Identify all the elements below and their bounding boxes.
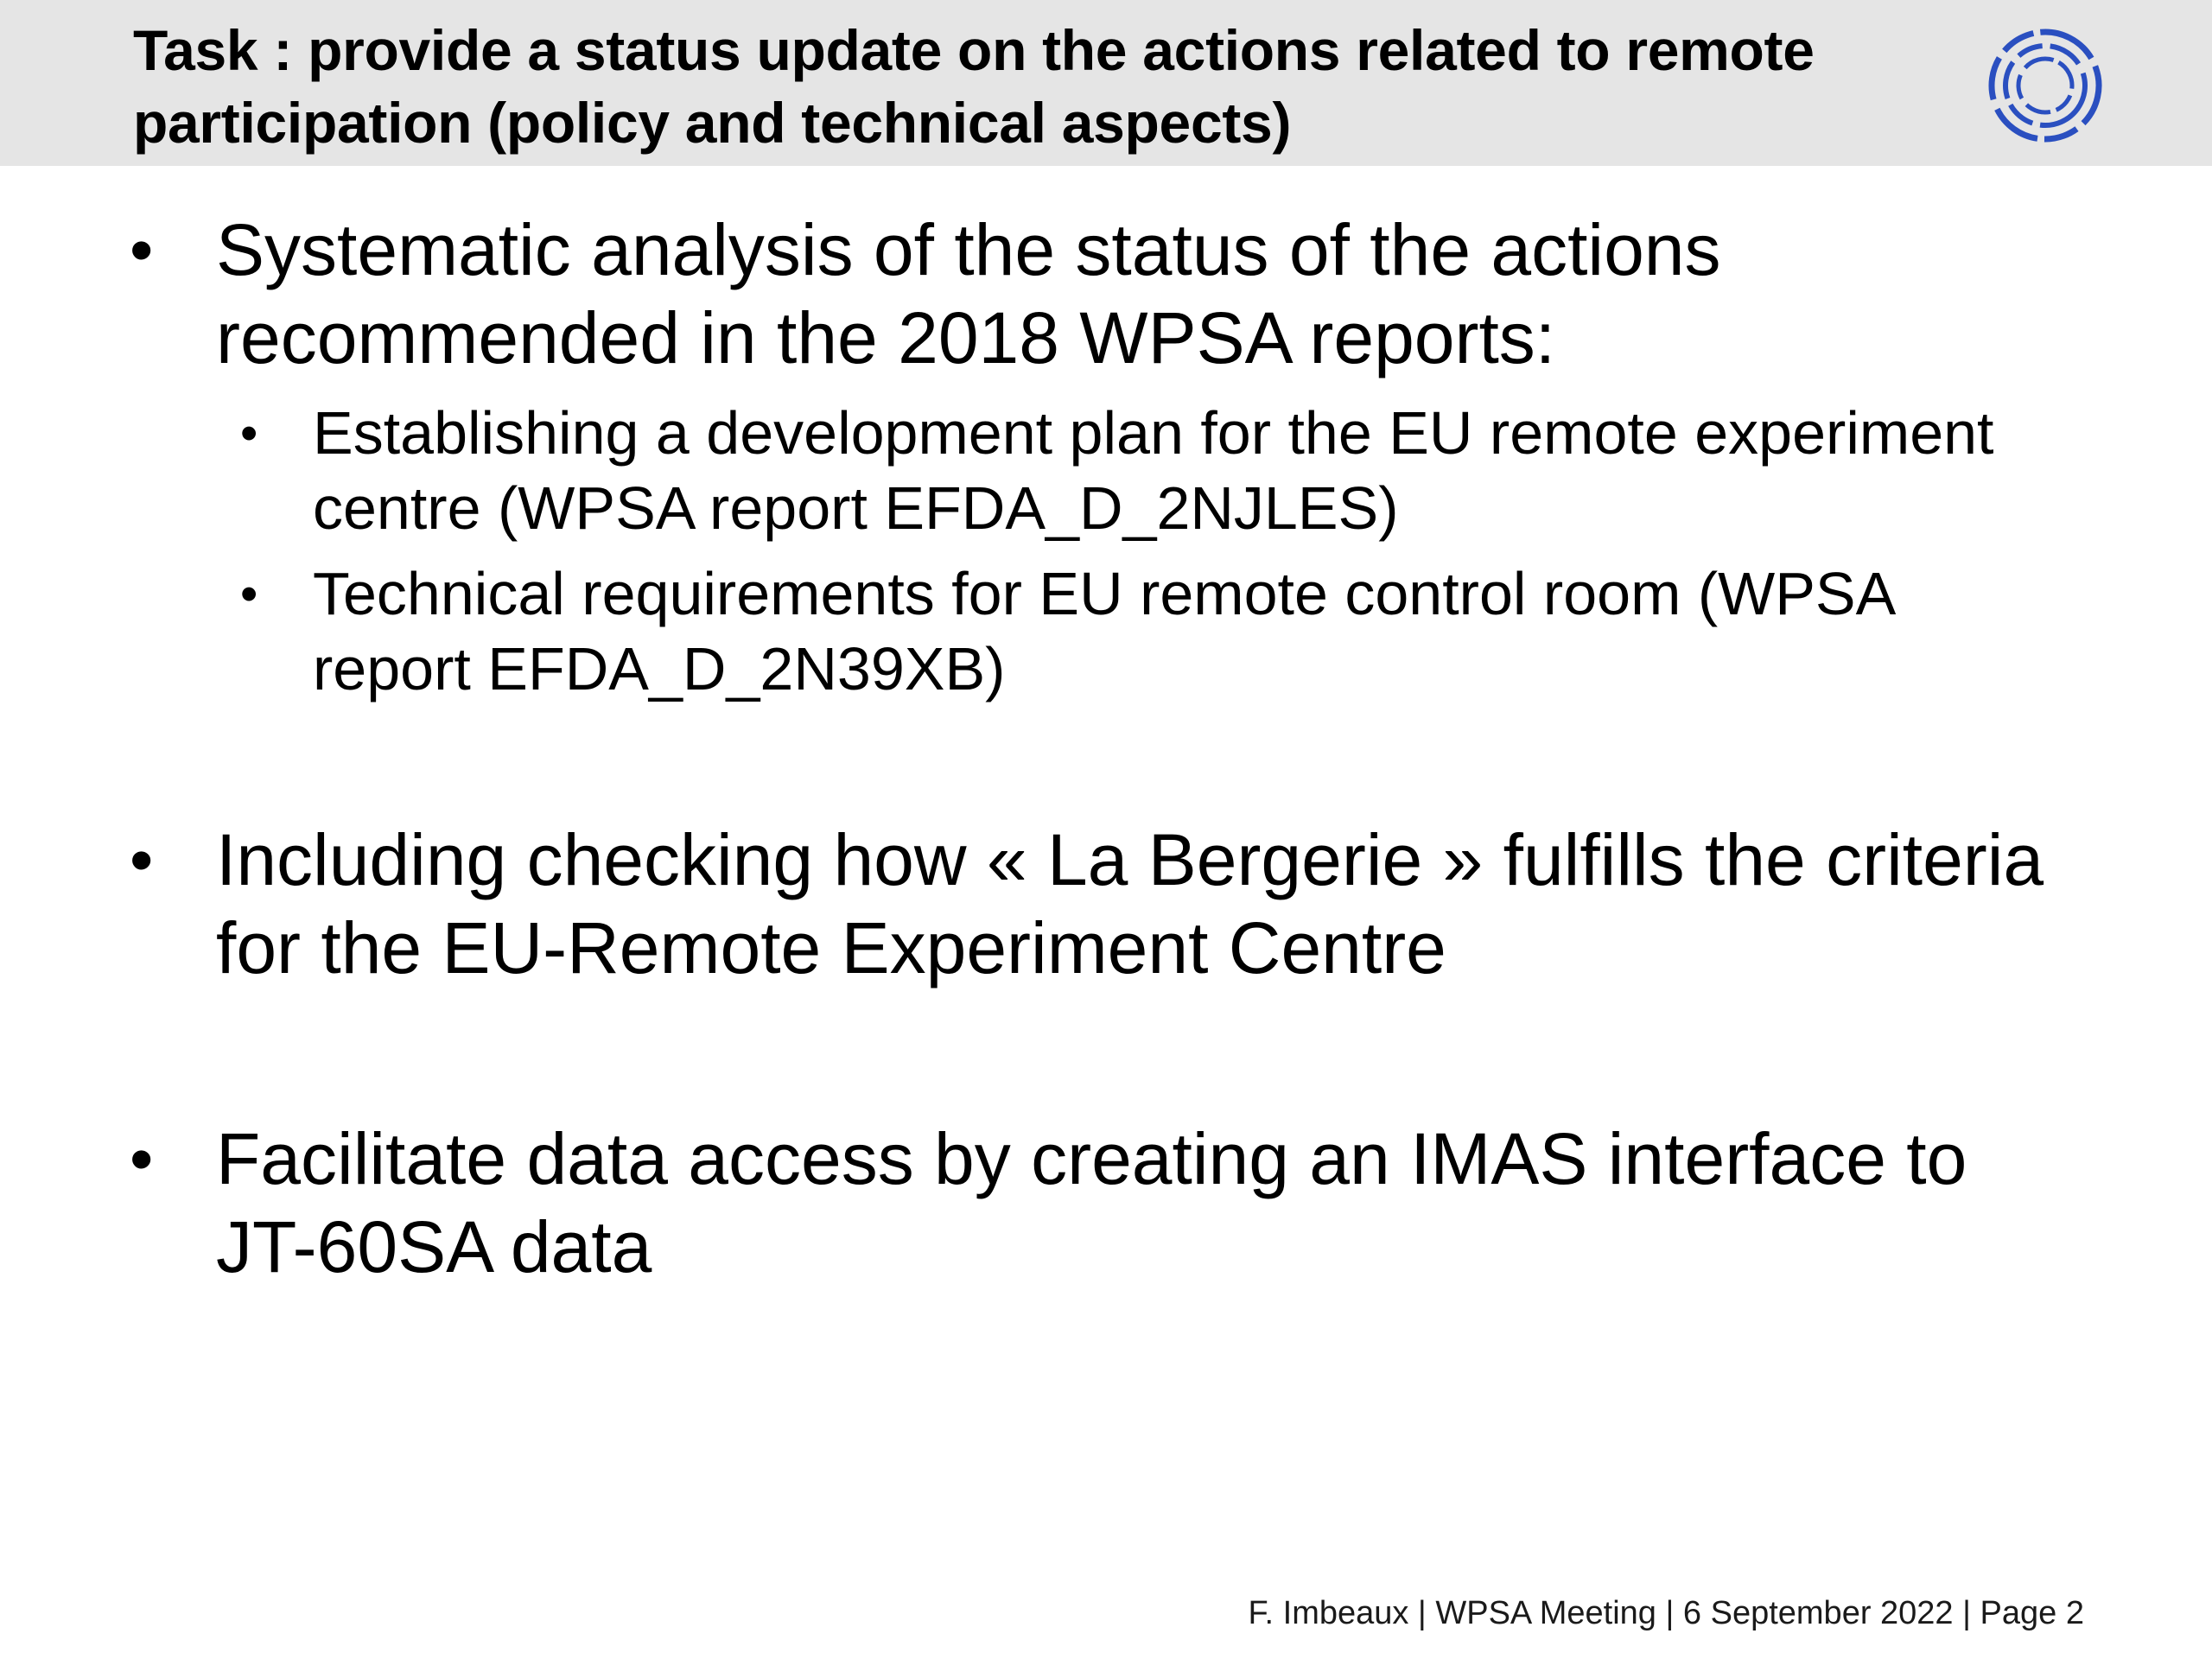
sub-bullet-text (313, 556, 2127, 707)
bullet-marker: • (130, 1121, 154, 1197)
bullet-1-line-2: recommended in the 2018 WPSA reports: (216, 297, 1556, 378)
slide-footer: F. Imbeaux | WPSA Meeting | 6 September 2022 | Page 2 (1248, 1595, 2084, 1631)
bullet-3-line-1: Facilitate data access by creating an IMAS interface to (216, 1118, 1967, 1199)
sub-bullet-1-line-2: centre (WPSA report EFDA_D_2NJLES) (313, 474, 1399, 542)
title-bar (0, 0, 2212, 166)
sub-bullet-marker: • (240, 405, 258, 461)
sub-bullet-1-line-1: Establishing a development plan for the EU remote experiment (313, 399, 1994, 467)
sub-bullet-text (313, 396, 2127, 546)
bullet-2-line-1: Including checking how « La Bergerie » fulfills the criteria (216, 819, 2044, 900)
bullet-text (216, 206, 2160, 382)
slide-title-line-1: Task : provide a status update on the actions related to remote (133, 18, 1815, 82)
bullet-2-line-2: for the EU-Remote Experiment Centre (216, 907, 1446, 988)
bullet-text (216, 816, 2160, 992)
slide-title (133, 14, 1974, 159)
bullet-text (216, 1115, 2160, 1291)
sub-bullet-2-line-2: report EFDA_D_2N39XB) (313, 635, 1006, 702)
bullet-1-line-1: Systematic analysis of the status of the actions (216, 209, 1721, 290)
sub-bullet-marker: • (240, 566, 258, 622)
sub-bullet-2-line-1: Technical requirements for EU remote control room (WPSA (313, 560, 1897, 627)
fusion-ring-logo-icon (1986, 26, 2105, 145)
slide-title-line-2: participation (policy and technical aspects) (133, 91, 1292, 155)
bullet-marker: • (130, 822, 154, 898)
bullet-marker: • (130, 212, 154, 288)
bullet-3-line-2: JT-60SA data (216, 1206, 652, 1287)
